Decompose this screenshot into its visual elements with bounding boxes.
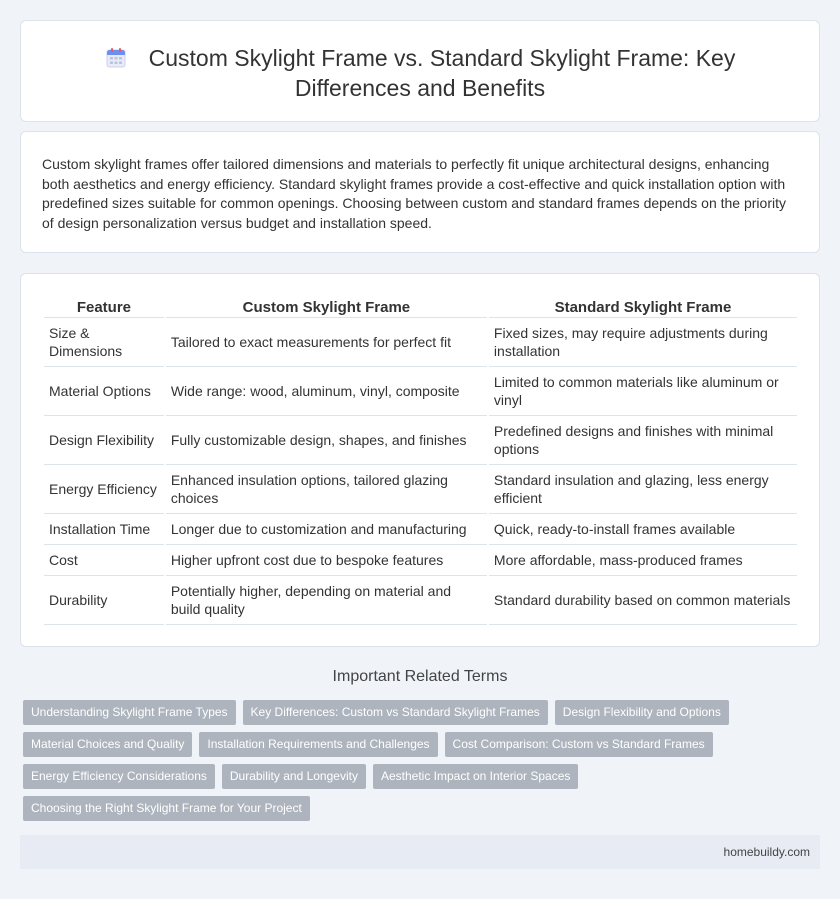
row-custom: Higher upfront cost due to bespoke features (166, 545, 487, 576)
page-title: Custom Skylight Frame vs. Standard Skylight Frame: Key Differences and Benefits (148, 45, 736, 101)
table-header-row (44, 296, 797, 318)
related-tag[interactable]: Choosing the Right Skylight Frame for Your Project (23, 796, 310, 821)
row-standard: Quick, ready-to-install frames available (489, 514, 797, 545)
row-standard: Standard insulation and glazing, less energy efficient (489, 465, 797, 514)
header-custom: Custom Skylight Frame (166, 296, 487, 318)
related-tag[interactable]: Material Choices and Quality (23, 732, 192, 757)
row-standard: Standard durability based on common materials (489, 576, 797, 625)
row-custom: Fully customizable design, shapes, and finishes (166, 416, 487, 465)
comparison-table (42, 296, 799, 625)
row-custom: Tailored to exact measurements for perfect fit (166, 318, 487, 367)
related-tag[interactable]: Key Differences: Custom vs Standard Skylight Frames (243, 700, 548, 725)
table-row (44, 545, 797, 576)
row-feature: Material Options (44, 367, 164, 416)
related-terms-tags (23, 700, 803, 821)
related-tag[interactable]: Energy Efficiency Considerations (23, 764, 215, 789)
calendar-icon (105, 47, 127, 69)
header-feature: Feature (44, 296, 164, 318)
intro-paragraph: Custom skylight frames offer tailored dimensions and materials to perfectly fit unique architectural designs, enhancing both aesthetics and energy efficiency. Standard skylight frames provide a cost-effective and quick installation option with predefined sizes suitable for common openings. Choosing between custom and standard frames depends on the priority of design personalization versus budget and installation speed. (42, 156, 786, 231)
row-custom: Enhanced insulation options, tailored glazing choices (166, 465, 487, 514)
related-terms-title: Important Related Terms (332, 668, 508, 685)
intro-card (20, 131, 820, 253)
related-tag[interactable]: Understanding Skylight Frame Types (23, 700, 236, 725)
row-standard: Predefined designs and finishes with minimal options (489, 416, 797, 465)
related-tag[interactable]: Aesthetic Impact on Interior Spaces (373, 764, 578, 789)
row-feature: Energy Efficiency (44, 465, 164, 514)
table-row (44, 465, 797, 514)
row-standard: Limited to common materials like aluminum or vinyl (489, 367, 797, 416)
title-card (20, 20, 820, 122)
row-custom: Wide range: wood, aluminum, vinyl, composite (166, 367, 487, 416)
row-feature: Design Flexibility (44, 416, 164, 465)
related-tag[interactable]: Installation Requirements and Challenges (199, 732, 437, 757)
row-feature: Cost (44, 545, 164, 576)
page-title-wrap (21, 43, 819, 103)
table-row (44, 318, 797, 367)
row-standard: More affordable, mass-produced frames (489, 545, 797, 576)
footer-site[interactable]: homebuildy.com (723, 845, 810, 859)
row-feature: Size & Dimensions (44, 318, 164, 367)
row-feature: Durability (44, 576, 164, 625)
footer (20, 835, 820, 869)
table-row (44, 576, 797, 625)
table-row (44, 514, 797, 545)
related-tag[interactable]: Design Flexibility and Options (555, 700, 729, 725)
related-tag[interactable]: Cost Comparison: Custom vs Standard Frames (445, 732, 713, 757)
header-standard: Standard Skylight Frame (489, 296, 797, 318)
row-custom: Potentially higher, depending on material and build quality (166, 576, 487, 625)
comparison-table-card (20, 273, 820, 647)
row-custom: Longer due to customization and manufacturing (166, 514, 487, 545)
row-standard: Fixed sizes, may require adjustments during installation (489, 318, 797, 367)
related-tag[interactable]: Durability and Longevity (222, 764, 366, 789)
table-row (44, 416, 797, 465)
row-feature: Installation Time (44, 514, 164, 545)
table-row (44, 367, 797, 416)
